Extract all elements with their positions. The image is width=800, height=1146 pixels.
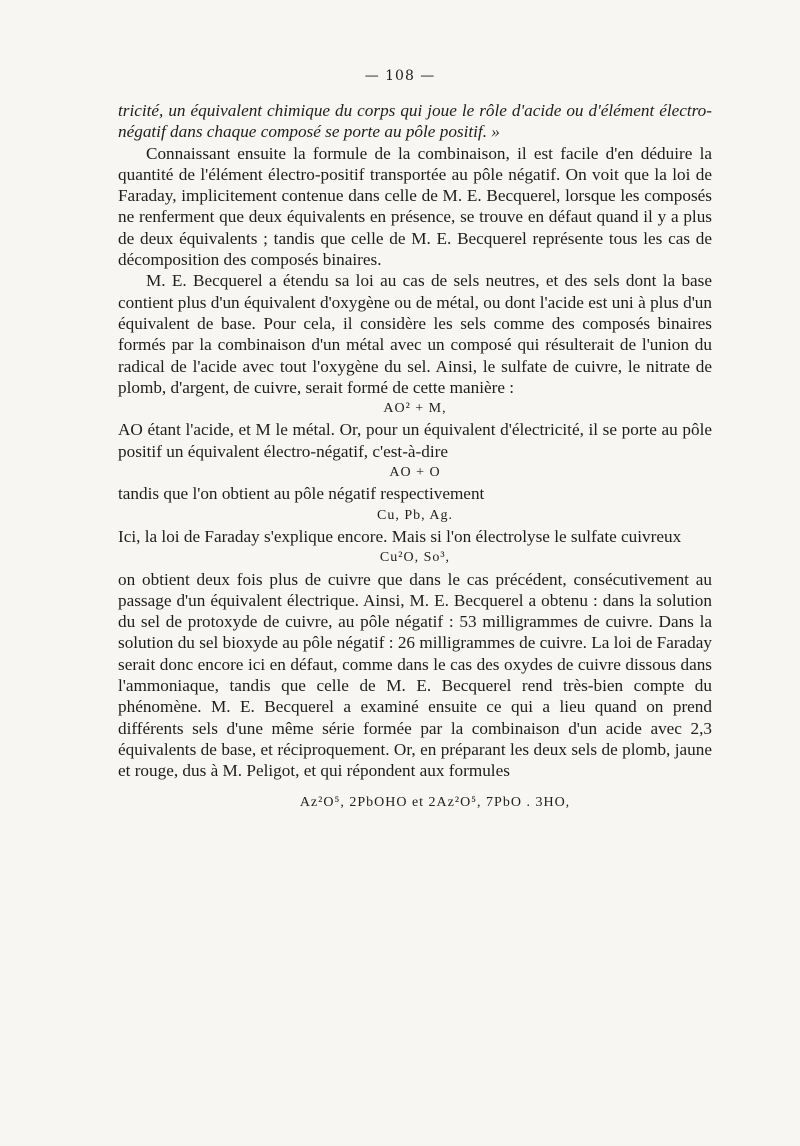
formula: Cu²O, So³, <box>379 550 451 566</box>
paragraph-quote-end: tricité, un équivalent chimique du corps qui joue le rôle d'acide ou d'élément électro-négatif dans chaque composé se porte au pôle positif. » <box>118 101 712 142</box>
formula: Cu, Pb, Ag. <box>377 507 453 523</box>
formula: Az²O⁵, 2PbOHO et 2Az²O⁵, 7PbO . 3HO, <box>299 794 571 810</box>
paragraph: Connaissant ensuite la formule de la combinaison, il est facile d'en déduire la quantité de l'élément électro-positif transportée au pôle négatif. On voit que la loi de Faraday, implicitement contenue dans celle de M. E. Becquerel, lorsque les composés ne renferment que deux équivalents en présence, se trouve en défaut quand il y a plus de deux équivalents ; tandis que celle de M. E. Becquerel représente tous les cas de décomposition des composés binaires. <box>118 143 712 270</box>
page-number: — 108 — <box>364 68 436 84</box>
paragraph: tandis que l'on obtient au pôle négatif respectivement <box>118 484 485 504</box>
paragraph: Ici, la loi de Faraday s'explique encore. Mais si l'on électrolyse le sulfate cuivreux <box>118 526 682 546</box>
body-text <box>118 100 712 813</box>
formula: AO² + M, <box>383 401 447 417</box>
paragraph: M. E. Becquerel a étendu sa loi au cas de sels neutres, et des sels dont la base contient plus d'un équivalent d'oxygène ou de métal, ou dont l'acide est uni à plus d'un équivalent de base. Pour cela, il considère les sels comme des composés binaires formés par la combinaison d'un métal avec un composé qui résulterait de l'union du radical de l'acide avec tout l'oxygène du sel. Ainsi, le sulfate de cuivre, le nitrate de plomb, d'argent, de cuivre, serait formé de cette manière : <box>118 271 712 397</box>
formula: AO + O <box>389 465 441 481</box>
paragraph: AO étant l'acide, et M le métal. Or, pour un équivalent d'électricité, il se porte au pôle positif un équivalent électro-négatif, c'est-à-dire <box>118 420 712 461</box>
paragraph: on obtient deux fois plus de cuivre que dans le cas précédent, consécutivement au passage d'un équivalent électrique. Ainsi, M. E. Becquerel a obtenu : dans la solution du sel de protoxyde de cuivre, au pôle négatif : 53 milligrammes de cuivre. Dans la solution du sel bioxyde au pôle négatif : 26 milligrammes de cuivre. La loi de Faraday serait donc encore ici en défaut, comme dans le cas des oxydes de cuivre dissous dans l'ammoniaque, tandis que celle de M. E. Becquerel rend très-bien compte du phénomène. M. E. Becquerel a examiné ensuite ce qui a lieu quand on prend différents sels d'une même série formée par la combinaison d'un acide avec 2,3 équivalents de base, et réciproquement. Or, en préparant les deux sels de plomb, jaune et rouge, dus à M. Peligot, et qui répondent aux formules <box>118 569 712 781</box>
